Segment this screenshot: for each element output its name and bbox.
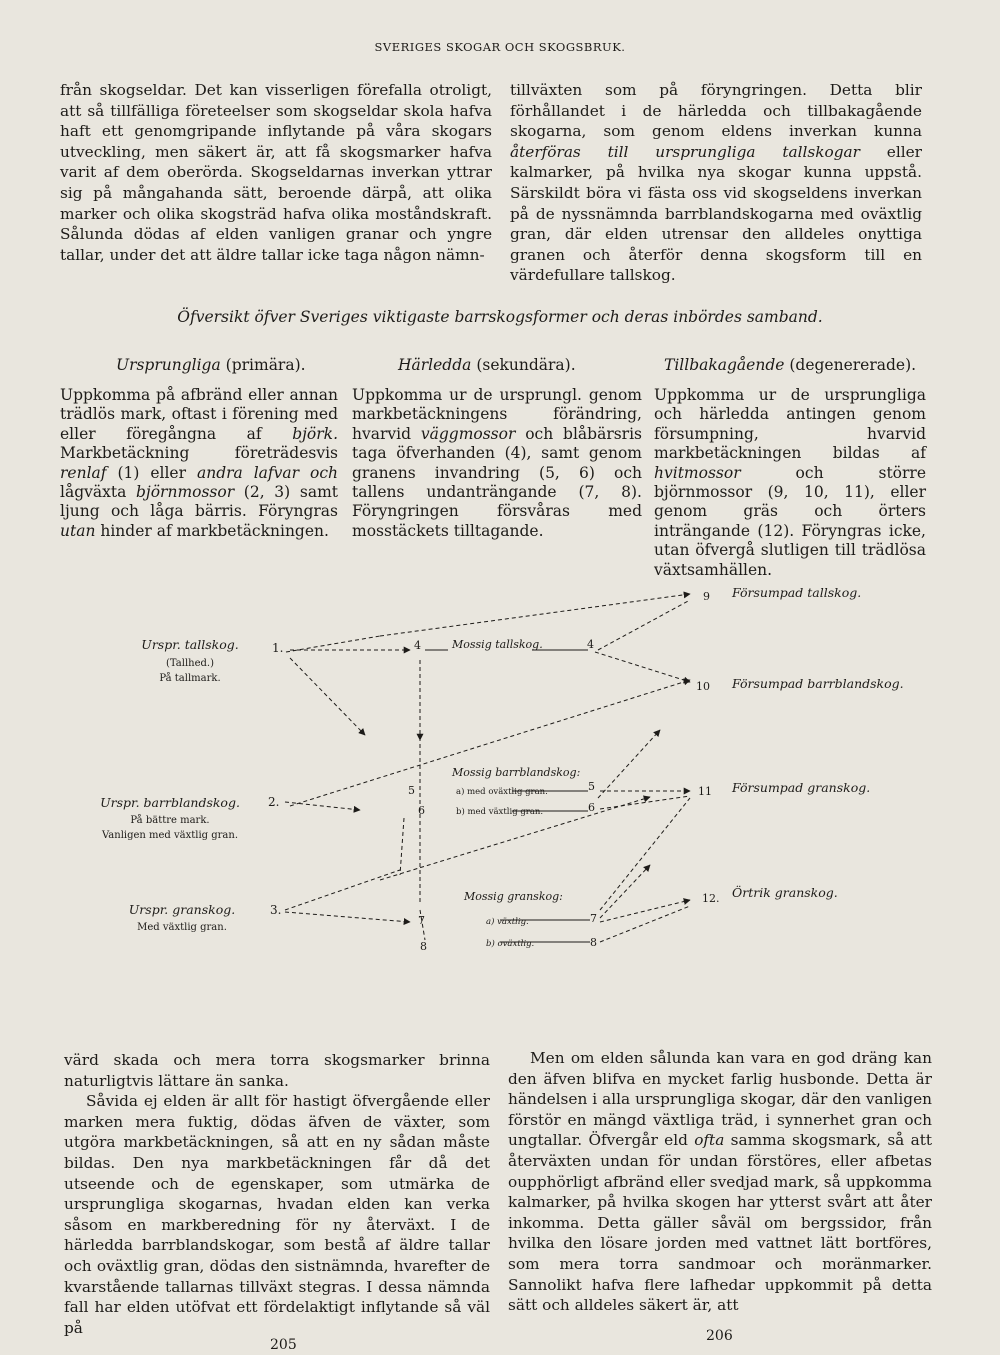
heading-derived-rest: (sekundära).: [471, 356, 576, 374]
bottom-left-paragraph-2: Såvida ej elden är allt för hastigt öfvergående eller marken mera fuktig, dödas äfven de växter, som utgöra markbetäckningen, så att en ny sådan måste bildas. Den nya markbetäckningen får då det utseende och de egenskaper, som utmärka de ursprungliga skogarnas, hvadan elden kan verka såsom en markberedning för ny återväxt. I de härledda barrblandskogar, som bestå af äldre tallar och oväxtlig gran, dödas den sistnämnda, hvarefter de kvarstående tallarnas tillväxt stegras. I dessa nämnda fall har elden utöfvat ett fördelaktigt inflytande så väl på: [64, 1092, 490, 1337]
overview-title: Öfversikt öfver Sveriges viktigaste barrskogsformer och deras inbördes samband.: [177, 308, 823, 326]
desc-primary-t1: Uppkomma på afbränd eller annan trädlös mark, oftast i förening med eller föregångna af: [60, 386, 338, 443]
desc-primary-t2: Markbetäckning företrädesvis: [60, 444, 338, 463]
bottom-left-column: [64, 1050, 490, 1338]
num-5-right: 5: [588, 780, 595, 793]
top-right-italic: återföras till ursprungliga tallskogar: [510, 142, 860, 161]
target-10-name: Försumpad barrblandskog.: [732, 676, 904, 691]
page-number-right: 206: [706, 1328, 733, 1344]
origin-mixed-sub1: På bättre mark.: [130, 815, 210, 826]
origin-pine-name: Urspr. tallskog.: [141, 637, 239, 652]
target-9-name: Försumpad tallskog.: [732, 585, 862, 600]
top-right-paragraph: [510, 80, 922, 286]
target-12-num: 12.: [702, 892, 720, 905]
num-4-left: 4: [414, 639, 421, 652]
arrow-1-5: [290, 658, 365, 735]
heading-primary-em: Ursprungliga: [116, 356, 221, 374]
desc-primary-e2: renlaf: [60, 463, 107, 482]
top-left-paragraph: från skogseldar. Det kan visserligen förefalla otroligt, att så tillfälliga företeelser som skogseldar skola hafva haft ett genomgripande inflytande på våra skogars utveckling, men säkert är, att få skogsmarker hafva varit af dem oberörda. Skogseldarnas inverkan yttrar sig på mångahanda sätt, beroende därpå, att olika marker och olika skogsträd hafva olika moståndskraft. Sålunda dödas af elden vanligen granar och yngre tallar, under det att äldre tallar icke taga någon nämn-: [60, 81, 492, 264]
target-11-name: Försumpad granskog.: [732, 780, 871, 795]
bottom-right-em: ofta: [694, 1131, 725, 1150]
desc-primary-t3: (1) eller: [106, 463, 197, 482]
arrow-7-12: [600, 900, 690, 922]
target-labels: [696, 585, 904, 905]
arrow-7-11: [600, 865, 650, 918]
desc-derived-text: [352, 386, 642, 541]
page-number-left: 205: [270, 1337, 297, 1353]
derived-labels: [408, 638, 597, 953]
desc-primary-text: [60, 386, 338, 541]
arrow-2-6: [285, 802, 360, 810]
num-8-right: 8: [590, 936, 597, 949]
heading-degenerating: [664, 356, 916, 374]
origin-pine-num: 1.: [272, 641, 284, 655]
mossy-spruce-b: b) oväxtlig.: [486, 939, 535, 949]
num-4-right: 4: [587, 638, 594, 651]
target-10-num: 10: [696, 680, 710, 693]
desc-degenerating-e1: hvitmossor: [654, 463, 741, 482]
num-7-right: 7: [590, 912, 597, 925]
num-6-left: 6: [418, 804, 425, 817]
top-right-text-2: eller kalmarker, på hvilka nya skogar kunna uppstå. Särskildt böra vi fästa oss vid skogseldens inverkan på de nyssnämnda barrblandskogarna med oväxtlig gran, där elden utrensar den alldeles onyttiga granen och återför denna skogsform till en värdefullare tallskog.: [510, 142, 922, 285]
heading-derived: [398, 356, 576, 374]
bottom-right-paragraph: [508, 1048, 932, 1316]
desc-derived-t2: och blåbärsris taga öfverhanden (4), samt genom granens invandring (5, 6) och tallens undanträngande (7, 8). Föryngringen försvåras med mosstäckets tilltagande.: [352, 424, 642, 540]
running-header: SVERIGES SKOGAR OCH SKOGSBRUK.: [374, 40, 626, 54]
top-left-column: [60, 80, 492, 265]
num-7-left: 7: [418, 914, 425, 927]
desc-primary-e1: björk.: [292, 424, 338, 443]
arrow-3-7b: [285, 912, 410, 922]
desc-derived: [352, 386, 642, 541]
desc-degenerating: [654, 386, 926, 580]
origin-mixed-num: 2.: [268, 795, 280, 809]
mossy-mixed-label: Mossig barrblandskog:: [452, 766, 581, 779]
forest-succession-diagram: [0, 570, 1000, 980]
num-5-left: 5: [408, 784, 415, 797]
arrow-3-7: [285, 870, 400, 910]
origin-pine-sub2: På tallmark.: [159, 673, 221, 684]
arrow-6-7: [400, 818, 404, 875]
top-right-text-1: tillväxten som på föryngringen. Detta blir förhållandet i de härledda och tillbakagående skogarna, som genom eldens inverkan kunna: [510, 81, 922, 141]
heading-degenerating-rest: (degenererade).: [784, 356, 917, 374]
desc-derived-t1: Uppkomma ur de ursprungl. genom markbetäckningens förändring, hvarvid: [352, 386, 642, 443]
arrow-8-11: [600, 798, 690, 910]
bottom-right-t1: Men om elden sålunda kan vara en god dräng kan den äfven blifva en mycket farlig husbonde. Detta är händelsen i alla ursprungliga skogar, där den vanligen förstör en mängd växtliga träd, i synnerhet gran och ungtallar. Öfvergår eld: [508, 1049, 932, 1150]
mossy-spruce-label: Mossig granskog:: [464, 890, 563, 903]
desc-degenerating-text: [654, 386, 926, 580]
bottom-right-t2: samma skogsmark, så att återväxten undan för undan förstöres, eller afbetas oupphörligt afbränd eller svedjad mark, så uppkomma kalmarker, på hvilka skogen har ytterst svårt att åter inkomma. Detta gäller såväl om bergssidor, från hvilka den lösare jorden med vattnet lätt bortföres, som mera torra sandmoar och moränmarker. Sannolikt hafva flere lafhedar uppkommit på detta sätt och alldeles säkert är, att: [508, 1131, 932, 1315]
desc-primary-t4: lågväxta: [60, 483, 136, 502]
mossy-spruce-a: a) växtlig.: [486, 917, 529, 927]
desc-primary-t5: (2, 3) samt ljung och låga bärris. Föryngras: [60, 483, 338, 521]
mossy-pine-label: Mossig tallskog.: [452, 638, 543, 651]
desc-derived-e1: väggmossor: [420, 424, 516, 443]
origin-pine-sub1: (Tallhed.): [166, 658, 214, 669]
arrow-4-9: [598, 600, 690, 650]
desc-primary-e5: utan: [60, 521, 96, 540]
origin-spruce-sub1: Med växtlig gran.: [137, 922, 227, 933]
num-8-left: 8: [420, 940, 427, 953]
desc-primary-e4: björnmossor: [136, 483, 235, 502]
origin-spruce-name: Urspr. granskog.: [128, 902, 236, 917]
mossy-mixed-b: b) med växtlig gran.: [456, 807, 544, 817]
heading-derived-em: Härledda: [398, 356, 472, 374]
arrow-6-11: [600, 796, 690, 809]
arrow-4-10: [595, 652, 690, 682]
heading-degenerating-em: Tillbakagående: [664, 356, 785, 374]
desc-degenerating-t2: och större björnmossor (9, 10, 11), eller genom gräs och örters inträngande (12). Föryngras icke, utan öfvergå slutligen till trädlösa växtsamhällen.: [654, 463, 926, 579]
heading-primary-rest: (primära).: [220, 356, 306, 374]
desc-degenerating-t1: Uppkomma ur de ursprungliga och härledda antingen genom försumpning, hvarvid markbetäckningen bildas af: [654, 386, 926, 463]
target-9-num: 9: [703, 590, 710, 603]
num-6-right: 6: [588, 801, 595, 814]
desc-primary-e3: andra lafvar och: [196, 463, 338, 482]
arrow-8-12: [600, 906, 690, 942]
origin-mixed-name: Urspr. barrblandskog.: [100, 795, 240, 810]
desc-primary: [60, 386, 338, 541]
top-right-column: [510, 80, 922, 286]
target-11-num: 11: [698, 785, 712, 798]
desc-primary-t6: hinder af markbetäckningen.: [95, 521, 329, 540]
origin-labels: [100, 637, 283, 933]
heading-primary: [116, 356, 306, 374]
origin-spruce-num: 3.: [270, 903, 282, 917]
bottom-right-column: [508, 1048, 932, 1316]
arrow-1-9b: [380, 594, 690, 636]
mossy-mixed-a: a) med oväxtlig gran.: [456, 787, 548, 797]
bottom-left-paragraph-1: värd skada och mera torra skogsmarker brinna naturligtvis lättare än sanka.: [64, 1051, 490, 1090]
arrow-5-10: [598, 730, 660, 798]
origin-mixed-sub2: Vanligen med växtlig gran.: [101, 830, 239, 841]
target-12-name: Örtrik granskog.: [732, 885, 838, 900]
